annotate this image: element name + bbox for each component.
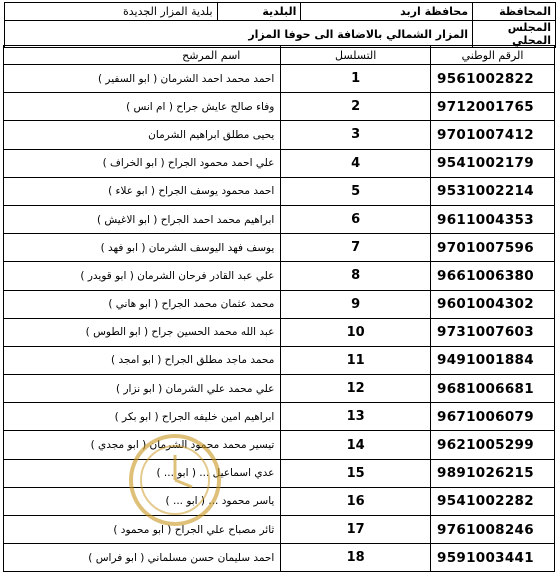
national-id-cell: 9671006079 <box>431 403 555 431</box>
national-id-cell: 9531002214 <box>431 177 555 205</box>
sequence-cell: 16 <box>281 487 431 515</box>
sequence-cell: 5 <box>281 177 431 205</box>
sequence-cell: 2 <box>281 93 431 121</box>
national-id-cell: 9731007603 <box>431 318 555 346</box>
municipality-label: البلدية <box>217 3 301 21</box>
candidate-name-cell: احمد محمود يوسف الجراح ( ابو علاء ) <box>4 177 281 205</box>
table-row <box>4 205 555 233</box>
national-id-cell: 9601004302 <box>431 290 555 318</box>
municipality-value: بلدية المزار الجديدة <box>5 3 218 21</box>
national-id-cell: 9491001884 <box>431 346 555 374</box>
governorate-value: محافظة اربد <box>301 3 473 21</box>
candidate-name-cell: علي عبد القادر فرحان الشرمان ( ابو قويدر ) <box>4 262 281 290</box>
candidate-name-cell: ثائر مصباح علي الجراح ( ابو محمود ) <box>4 516 281 544</box>
candidate-name-cell: ياسر محمود ... ( ابو ... ) <box>4 487 281 515</box>
table-row <box>4 262 555 290</box>
national-id-cell: 9541002282 <box>431 487 555 515</box>
sequence-cell: 1 <box>281 65 431 93</box>
sequence-cell: 11 <box>281 346 431 374</box>
table-row <box>4 177 555 205</box>
sequence-cell: 7 <box>281 234 431 262</box>
national-id-cell: 9701007412 <box>431 121 555 149</box>
header-row-2 <box>5 21 556 48</box>
candidate-name-cell: ابراهيم محمد احمد الجراح ( ابو الاغيش ) <box>4 205 281 233</box>
candidate-name-cell: علي محمد علي الشرمان ( ابو نزار ) <box>4 375 281 403</box>
sequence-cell: 4 <box>281 149 431 177</box>
table-row <box>4 290 555 318</box>
table-row <box>4 121 555 149</box>
table-row <box>4 93 555 121</box>
table-row <box>4 431 555 459</box>
table-row <box>4 544 555 572</box>
table-row <box>4 234 555 262</box>
candidate-name-cell: تيسير محمد محمود الشرمان ( ابو مجدي ) <box>4 431 281 459</box>
candidate-name-cell: احمد سليمان حسن مسلماني ( ابو فراس ) <box>4 544 281 572</box>
sequence-cell: 12 <box>281 375 431 403</box>
table-row <box>4 65 555 93</box>
sequence-cell: 10 <box>281 318 431 346</box>
national-id-cell: 9761008246 <box>431 516 555 544</box>
national-id-cell: 9701007596 <box>431 234 555 262</box>
national-id-cell: 9712001765 <box>431 93 555 121</box>
candidate-name-cell: يوسف فهد اليوسف الشرمان ( ابو فهد ) <box>4 234 281 262</box>
national-id-cell: 9541002179 <box>431 149 555 177</box>
national-id-cell: 9561002822 <box>431 65 555 93</box>
sequence-cell: 15 <box>281 459 431 487</box>
national-id-cell: 9891026215 <box>431 459 555 487</box>
column-header-national-id: الرقم الوطني <box>431 46 555 65</box>
table-body <box>4 65 555 572</box>
candidate-name-cell: ابراهيم امين خليفه الجراح ( ابو بكر ) <box>4 403 281 431</box>
national-id-cell: 9591003441 <box>431 544 555 572</box>
sequence-cell: 18 <box>281 544 431 572</box>
table-row <box>4 459 555 487</box>
candidate-name-cell: محمد عثمان محمد الجراح ( ابو هاني ) <box>4 290 281 318</box>
table-row <box>4 487 555 515</box>
national-id-cell: 9661006380 <box>431 262 555 290</box>
table-row <box>4 516 555 544</box>
council-value: المزار الشمالي بالاضافة الى حوفا المزار <box>5 21 473 48</box>
sequence-cell: 6 <box>281 205 431 233</box>
candidate-name-cell: احمد محمد احمد الشرمان ( ابو السفير ) <box>4 65 281 93</box>
national-id-cell: 9621005299 <box>431 431 555 459</box>
table-row <box>4 403 555 431</box>
table-row <box>4 149 555 177</box>
national-id-cell: 9681006681 <box>431 375 555 403</box>
candidates-table <box>3 45 555 572</box>
candidate-name-cell: محمد ماجد مطلق الجراح ( ابو امجد ) <box>4 346 281 374</box>
table-row <box>4 375 555 403</box>
candidate-name-cell: عبد الله محمد الحسين جراح ( ابو الطوس ) <box>4 318 281 346</box>
candidate-name-cell: علي احمد محمود الجراح ( ابو الخراف ) <box>4 149 281 177</box>
sequence-cell: 3 <box>281 121 431 149</box>
governorate-label: المحافظة <box>473 3 556 21</box>
candidate-name-cell: وفاء صالح عايش جراح ( ام انس ) <box>4 93 281 121</box>
national-id-cell: 9611004353 <box>431 205 555 233</box>
column-header-name: اسم المرشح <box>4 46 281 65</box>
candidate-name-cell: عدي اسماعيل ... ( ابو ... ) <box>4 459 281 487</box>
header-table <box>4 2 556 48</box>
table-header-row <box>4 46 555 65</box>
council-label: المجلس المحلي <box>473 21 556 48</box>
column-header-sequence: التسلسل <box>281 46 431 65</box>
table-row <box>4 318 555 346</box>
candidate-name-cell: يحيى مطلق ابراهيم الشرمان <box>4 121 281 149</box>
table-row <box>4 346 555 374</box>
sequence-cell: 14 <box>281 431 431 459</box>
sequence-cell: 13 <box>281 403 431 431</box>
sequence-cell: 8 <box>281 262 431 290</box>
sequence-cell: 17 <box>281 516 431 544</box>
header-row-1 <box>5 3 556 21</box>
sequence-cell: 9 <box>281 290 431 318</box>
